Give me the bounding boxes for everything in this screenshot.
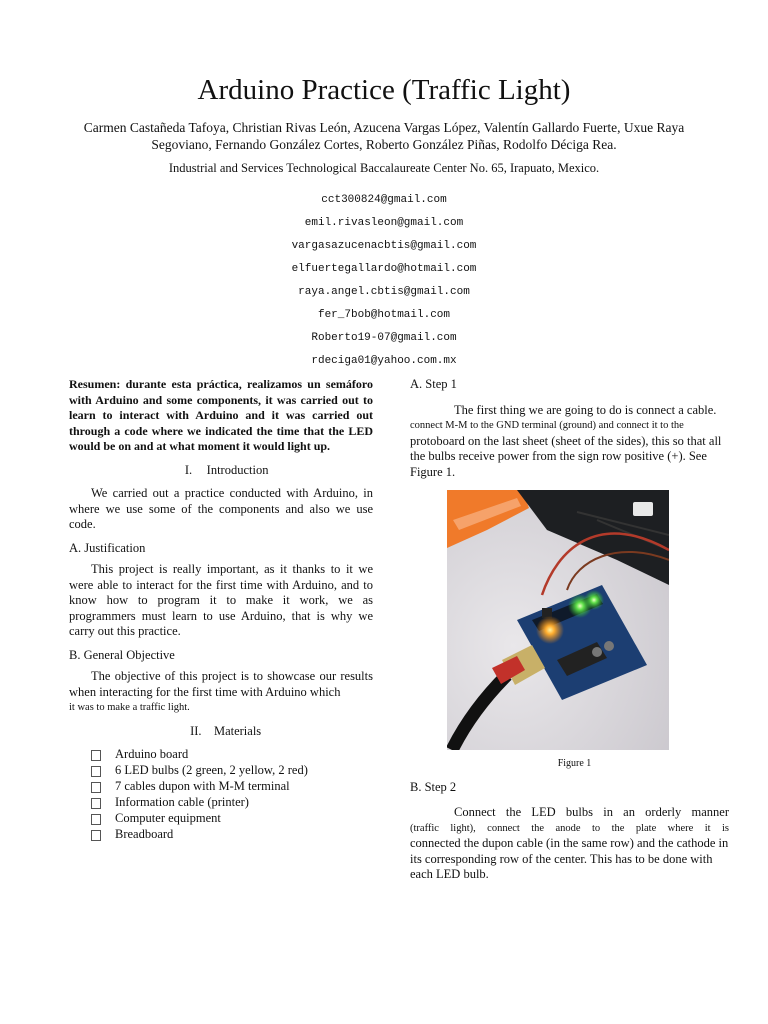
section-heading-materials <box>69 724 373 740</box>
step1-line: The first thing we are going to do is connect a cable. <box>454 402 717 417</box>
step2-line-small: (traffic light), connect the anode to the plate where it is <box>410 822 729 834</box>
bullet-box-icon <box>91 766 101 777</box>
list-item-label: 6 LED bulbs (2 green, 2 yellow, 2 red) <box>115 763 308 778</box>
section-title: Introduction <box>206 462 269 477</box>
affiliation: Industrial and Services Technological Baccalaureate Center No. 65, Irapuato, Mexico. <box>168 161 600 175</box>
paper-title: Arduino Practice (Traffic Light) <box>197 74 571 106</box>
right-column <box>410 377 729 883</box>
list-item-label: Breadboard <box>115 827 174 842</box>
section-title: Materials <box>213 723 262 738</box>
objective-paragraph-tail: it was to make a traffic light. <box>69 702 190 713</box>
step1-paragraph: protoboard on the last sheet (sheet of the sides), this so that all the bulbs receive power from the sign row positive (+). See Figure 1. <box>410 433 722 479</box>
subsection-heading-step2: B. Step 2 <box>410 779 457 794</box>
bullet-box-icon <box>91 750 101 761</box>
bullet-box-icon <box>91 782 101 793</box>
subsection-heading-objective: B. General Objective <box>69 647 175 662</box>
materials-list <box>91 747 373 843</box>
list-item <box>91 763 373 779</box>
intro-paragraph: We carried out a practice conducted with Arduino, in where we use some of the components and also we use code. <box>69 486 373 531</box>
subsection-heading-justification: A. Justification <box>69 540 146 555</box>
list-item <box>91 779 373 795</box>
list-item <box>91 747 373 763</box>
section-heading-introduction <box>69 463 373 479</box>
email-address: emil.rivasleon@gmail.com <box>304 217 464 229</box>
list-item-label: Information cable (printer) <box>115 795 249 810</box>
author-list: Carmen Castañeda Tafoya, Christian Rivas León, Azucena Vargas López, Valentín Gallardo Fuerte, Uxue Raya Segoviano, Fernando González Cortes, Roberto González Piñas, Rodolfo Déciga Rea. <box>83 120 685 152</box>
step2-paragraph: connected the dupon cable (in the same row) and the cathode in its corresponding row of the center. This has to be done with each LED bulb. <box>410 836 729 881</box>
objective-paragraph: The objective of this project is to showcase our results when interacting for the first time with Arduino which <box>69 669 373 699</box>
list-item-label: Computer equipment <box>115 811 221 826</box>
email-address: Roberto19-07@gmail.com <box>311 332 457 344</box>
section-number: II. <box>190 723 202 738</box>
email-address: cct300824@gmail.com <box>321 194 447 206</box>
list-item <box>91 811 373 827</box>
email-list <box>0 189 768 373</box>
email-address: vargasazucenacbtis@gmail.com <box>291 240 477 252</box>
abstract: Resumen: durante esta práctica, realizamos un semáforo with Arduino and some components, it was carried out to learn to interact with Arduino and it was carried out through a code where we indicated the time that the LED would be on and at what moment it would light up. <box>69 377 373 453</box>
email-address: fer_7bob@hotmail.com <box>317 309 451 321</box>
email-address: rdeciga01@yahoo.com.mx <box>311 355 457 367</box>
arduino-photo-illustration <box>447 490 669 750</box>
section-number: I. <box>184 462 193 477</box>
list-item-label: Arduino board <box>115 747 189 762</box>
bullet-box-icon <box>91 798 101 809</box>
bullet-box-icon <box>91 830 101 841</box>
left-column <box>69 377 373 843</box>
email-address: elfuertegallardo@hotmail.com <box>291 263 477 275</box>
subsection-heading-step1: A. Step 1 <box>410 377 457 391</box>
figure-caption: Figure 1 <box>557 758 592 769</box>
list-item <box>91 795 373 811</box>
list-item <box>91 827 373 843</box>
list-item-label: 7 cables dupon with M-M terminal <box>115 779 290 794</box>
justification-paragraph: This project is really important, as it thanks to it we were able to interact for the first time with Arduino, and to know how to program it to make it work, we as programmers must learn to use Arduino, that is why we carry out this practice. <box>69 562 373 638</box>
email-address: raya.angel.cbtis@gmail.com <box>298 286 470 298</box>
step2-line: Connect the LED bulbs in an orderly manner <box>454 805 729 819</box>
arduino-photo <box>447 490 669 750</box>
step1-line-small: connect M-M to the GND terminal (ground) and connect it to the <box>410 420 684 431</box>
bullet-box-icon <box>91 814 101 825</box>
